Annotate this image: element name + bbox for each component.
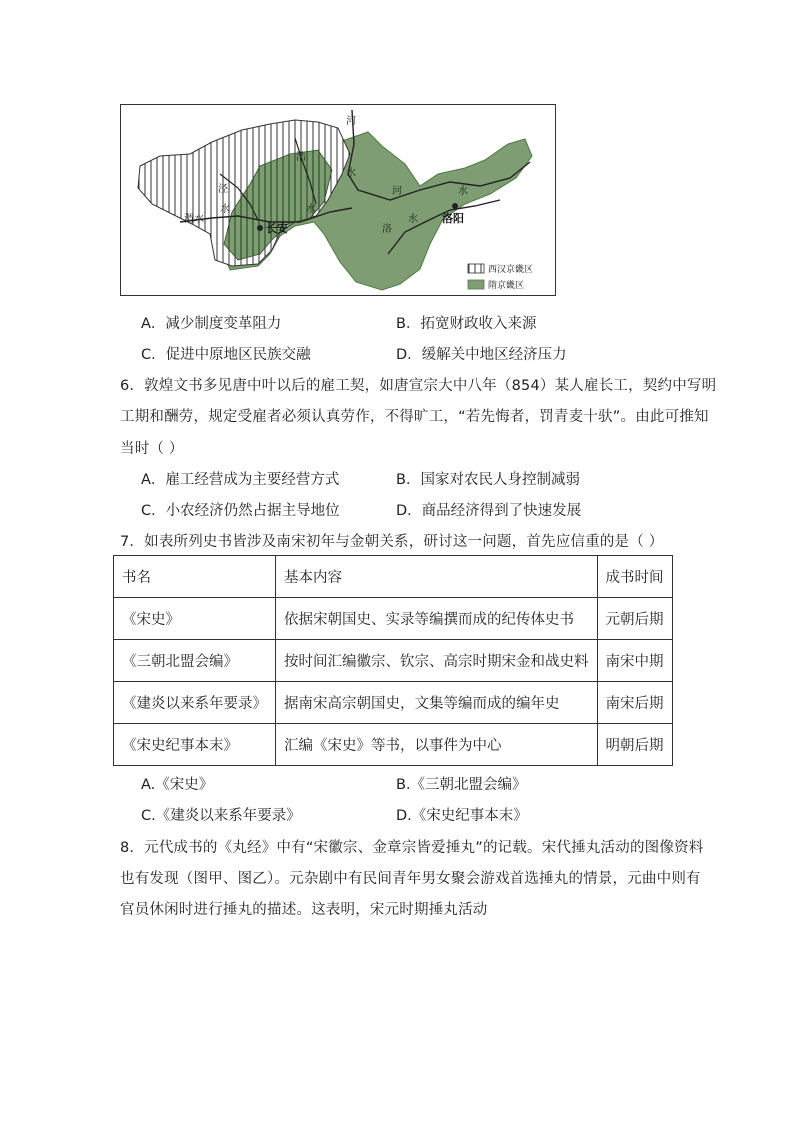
cell-date: 元朝后期 bbox=[597, 598, 672, 640]
cell-content: 据南宋高宗朝国史，文集等编而成的编年史 bbox=[276, 682, 598, 724]
table-row bbox=[114, 724, 673, 766]
label-hao: 浩 bbox=[296, 152, 306, 163]
q8-stem-line-2: 也有发现（图甲、图乙）。元杂剧中有民间青年男女聚会游戏首选捶丸的情景，元曲中则有 bbox=[120, 871, 701, 887]
label-shui-d: 水 bbox=[458, 186, 468, 197]
chang-an-marker bbox=[257, 225, 263, 231]
label-wei-shui: 渭水 bbox=[184, 214, 204, 225]
q8-stem-line-1: 8．元代成书的《丸经》中有“宋徽宗、金章宗皆爱捶丸”的记载。宋代捶丸活动的图像资料 bbox=[120, 840, 704, 856]
q5-option-b: B．拓宽财政收入来源 bbox=[396, 316, 537, 332]
cell-title: 《宋史》 bbox=[114, 598, 276, 640]
q6-option-d: D．商品经济得到了快速发展 bbox=[396, 503, 582, 519]
header-title: 书名 bbox=[114, 556, 276, 598]
label-shui-b: 水 bbox=[346, 168, 356, 179]
label-shui-c: 水 bbox=[306, 204, 316, 215]
q6-stem-line-2: 工期和酬劳，规定受雇者必须认真劳作，不得旷工，“若先悔者，罚青麦十驮”。由此可推知 bbox=[120, 409, 709, 425]
cell-title: 《建炎以来系年要录》 bbox=[114, 682, 276, 724]
q5-option-a: A．减少制度变革阻力 bbox=[141, 316, 282, 332]
q6-option-c: C．小农经济仍然占据主导地位 bbox=[141, 503, 340, 519]
cell-content: 汇编《宋史》等书，以事件为中心 bbox=[276, 724, 598, 766]
legend-tang: 隋京畿区 bbox=[488, 281, 525, 291]
q5-option-d: D．缓解关中地区经济压力 bbox=[396, 347, 567, 363]
legend-xihan: 西汉京畿区 bbox=[488, 265, 534, 275]
cell-date: 南宋后期 bbox=[597, 682, 672, 724]
cell-title: 《宋史纪事本末》 bbox=[114, 724, 276, 766]
header-content: 基本内容 bbox=[276, 556, 598, 598]
q7-option-d: D.《宋史纪事本末》 bbox=[396, 808, 528, 824]
q7-option-a: A.《宋史》 bbox=[141, 777, 214, 793]
map-figure bbox=[120, 104, 556, 296]
cell-content: 按时间汇编徽宗、钦宗、高宗时期宋金和战史料 bbox=[276, 640, 598, 682]
cell-content: 依据宋朝国史、实录等编撰而成的纪传体史书 bbox=[276, 598, 598, 640]
q7-option-b: B.《三朝北盟会编》 bbox=[396, 777, 527, 793]
label-shui-a: 水 bbox=[220, 204, 230, 215]
q7-stem: 7．如表所列史书皆涉及南宋初年与金朝关系，研讨这一问题，首先应信重的是（ ） bbox=[120, 534, 664, 550]
q7-table bbox=[113, 555, 673, 766]
q6-option-a: A．雇工经营成为主要经营方式 bbox=[141, 472, 340, 488]
luoyang-marker bbox=[452, 203, 458, 209]
table-row bbox=[114, 682, 673, 724]
q8-stem-line-3: 官员休闲时进行捶丸的描述。这表明，宋元时期捶丸活动 bbox=[120, 902, 488, 918]
q5-option-c: C．促进中原地区民族交融 bbox=[141, 347, 311, 363]
label-jing: 泾 bbox=[218, 184, 228, 195]
q6-stem-line-3: 当时（ ） bbox=[120, 441, 184, 457]
table-header-row bbox=[114, 556, 673, 598]
label-he-mid: 河 bbox=[392, 186, 402, 197]
q6-option-b: B．国家对农民人身控制减弱 bbox=[396, 472, 580, 488]
q7-option-c: C.《建炎以来系年要录》 bbox=[141, 808, 301, 824]
table-row bbox=[114, 640, 673, 682]
label-luoyang: 洛阳 bbox=[442, 212, 464, 225]
header-date: 成书时间 bbox=[597, 556, 672, 598]
table-row bbox=[114, 598, 673, 640]
cell-title: 《三朝北盟会编》 bbox=[114, 640, 276, 682]
cell-date: 南宋中期 bbox=[597, 640, 672, 682]
label-luo: 洛 bbox=[382, 224, 392, 235]
label-shui-e: 水 bbox=[408, 214, 418, 225]
label-chang-an: 长安 bbox=[266, 222, 288, 235]
label-he-top: 河 bbox=[346, 116, 356, 127]
cell-date: 明朝后期 bbox=[597, 724, 672, 766]
q6-stem-line-1: 6．敦煌文书多见唐中叶以后的雇工契，如唐宣宗大中八年（854）某人雇长工，契约中写明 bbox=[120, 378, 717, 394]
